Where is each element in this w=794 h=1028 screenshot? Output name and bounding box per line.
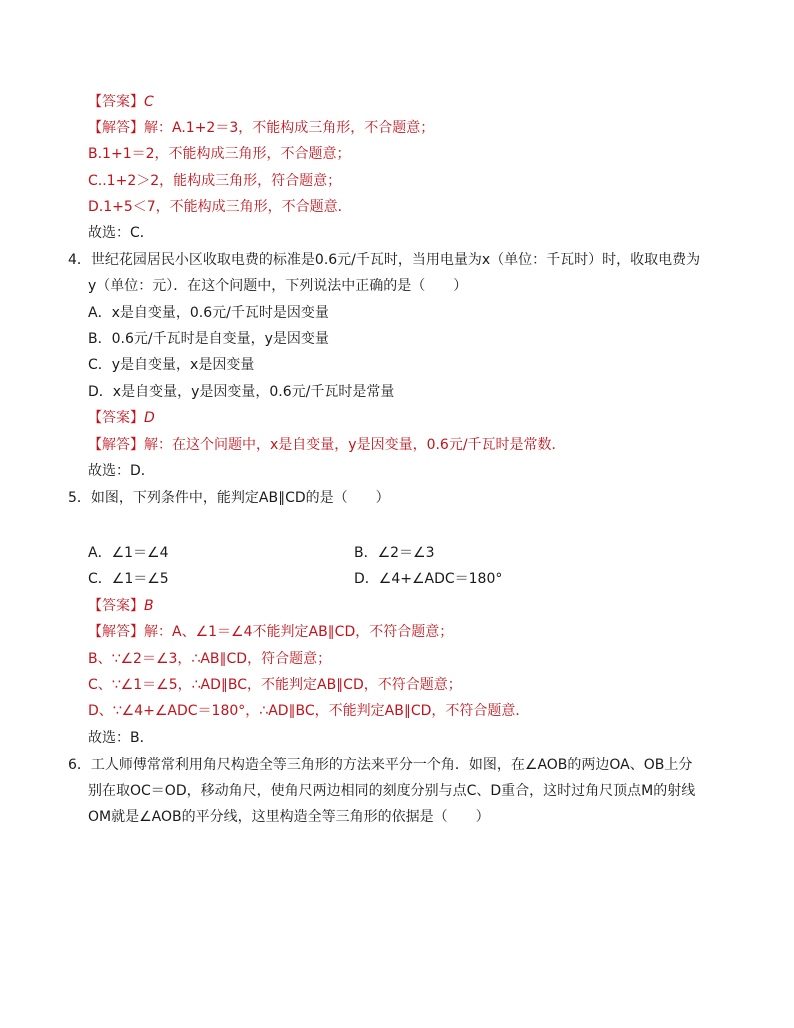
solution-text: 解：A、∠1＝∠4不能判定AB∥CD，不符合题意；: [144, 624, 454, 640]
q5-conclusion: 故选：B．: [88, 730, 154, 746]
answer-value: B: [144, 598, 154, 614]
q5-option-a: A．∠1＝∠4: [88, 545, 169, 561]
q5-option-c: C．∠1＝∠5: [88, 571, 169, 587]
solution-text: 解：在这个问题中，x是自变量，y是因变量，0.6元/千瓦时是常数．: [144, 437, 566, 453]
answer-tag: 【答案】: [88, 598, 144, 614]
answer-tag: 【答案】: [88, 94, 144, 110]
q5-solution-line-2: B、∵∠2＝∠3，∴AB∥CD，符合题意；: [88, 651, 332, 667]
q5-stem: 5．如图，下列条件中，能判定AB∥CD的是（ ）: [68, 490, 390, 506]
q3-answer: [88, 92, 154, 112]
q5-solution-line-1: [88, 622, 453, 642]
q4-solution: [88, 435, 566, 455]
solution-text: 解：A.1+2＝3，不能构成三角形，不合题意；: [144, 120, 435, 136]
q3-conclusion: 故选：C．: [88, 225, 154, 241]
solution-tag: 【解答】: [88, 624, 144, 640]
q4-answer: [88, 408, 155, 428]
q6-stem-line-2: 别在取OC＝OD，移动角尺，使角尺两边相同的刻度分别与点C、D重合，这时过角尺顶点M的射线: [88, 783, 696, 799]
q4-option-a: A．x是自变量，0.6元/千瓦时是因变量: [88, 305, 329, 321]
q4-stem-line-2: y（单位：元）．在这个问题中，下列说法中正确的是（ ）: [88, 278, 468, 294]
q3-solution-line-4: D.1+5＜7，不能构成三角形，不合题意．: [88, 199, 352, 215]
q4-stem-line-1: 4．世纪花园居民小区收取电费的标准是0.6元/千瓦时，当用电量为x（单位：千瓦时）时，收取电费为: [68, 252, 701, 268]
q5-solution-line-3: C、∵∠1＝∠5，∴AD∥BC，不能判定AB∥CD，不符合题意；: [88, 677, 462, 693]
answer-value: D: [144, 410, 155, 426]
q3-solution-line-1: [88, 118, 434, 138]
q3-solution-line-2: B.1+1＝2，不能构成三角形，不合题意；: [88, 146, 351, 162]
q4-option-d: D．x是自变量，y是因变量，0.6元/千瓦时是常量: [88, 384, 395, 400]
q6-stem-line-3: OM就是∠AOB的平分线，这里构造全等三角形的依据是（ ）: [88, 809, 490, 825]
q5-answer: [88, 596, 154, 616]
q4-option-c: C．y是自变量，x是因变量: [88, 357, 255, 373]
q4-option-b: B．0.6元/千瓦时是自变量，y是因变量: [88, 331, 329, 347]
q5-solution-line-4: D、∵∠4+∠ADC＝180°，∴AD∥BC，不能判定AB∥CD，不符合题意．: [88, 703, 530, 719]
q6-stem-line-1: 6．工人师傅常常利用角尺构造全等三角形的方法来平分一个角．如图，在∠AOB的两边OA、OB上分: [68, 757, 693, 773]
q3-solution-line-3: C..1+2＞2，能构成三角形，符合题意；: [88, 173, 342, 189]
solution-tag: 【解答】: [88, 120, 144, 136]
q5-option-d: D．∠4+∠ADC＝180°: [354, 571, 503, 587]
solution-tag: 【解答】: [88, 437, 144, 453]
q5-option-b: B．∠2＝∠3: [354, 545, 435, 561]
answer-tag: 【答案】: [88, 410, 144, 426]
answer-value: C: [144, 94, 154, 110]
q4-conclusion: 故选：D．: [88, 463, 155, 479]
